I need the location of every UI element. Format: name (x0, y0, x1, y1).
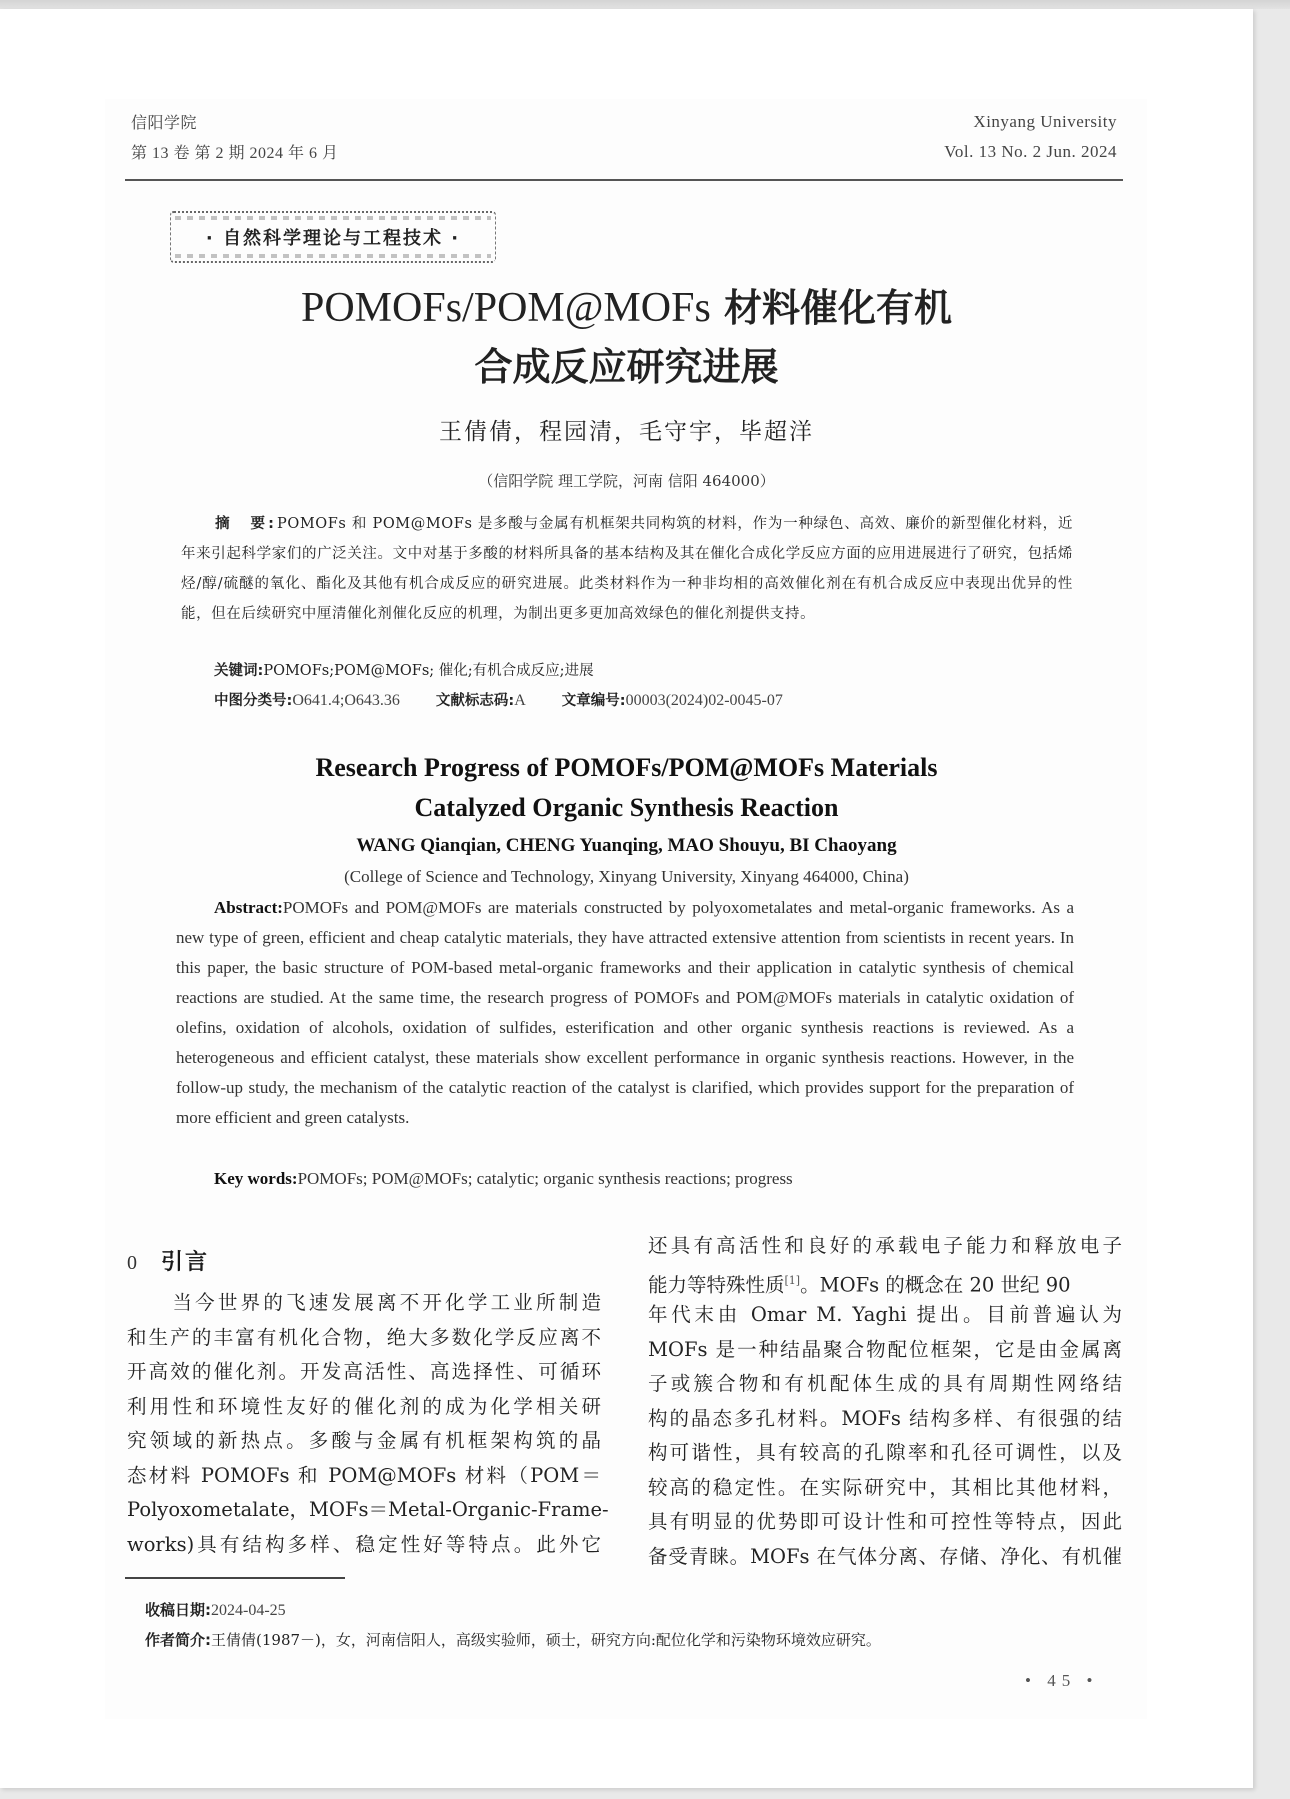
body-line: Polyoxometalate，MOFs＝Metal-Organic-Frame- (127, 1498, 609, 1521)
body-line-head: 能力等特殊性质 (648, 1273, 785, 1296)
section-number: 0 (127, 1252, 137, 1274)
abstract-en-text: POMOFs and POM@MOFs are materials constructed by polyoxometalates and metal-organic frameworks. As a new type of green, efficient and cheap catalytic materials, they have attracted extensive attention from scientists in recent years. In this paper, the basic structure of POM-based metal-organic frameworks and their application in catalytic synthesis of chemical reactions are studied. At the same time, the research progress of POMOFs and POM@MOFs materials in catalytic oxidation of olefins, oxidation of alcohols, oxidation of sulfides, esterification and other organic synthesis reactions is reviewed. As a heterogeneous and efficient catalyst, these materials show excellent performance in organic synthesis reactions. However, in the follow-up study, the mechanism of the catalytic reaction of the catalyst is clarified, which provides support for the preparation of more efficient and green catalysts. (176, 898, 1074, 1127)
title-cn-line1 (0, 277, 1253, 332)
affiliation-en: (College of Science and Technology, Xinyang University, Xinyang 464000, China) (344, 867, 909, 886)
title-en-line1: Research Progress of POMOFs/POM@MOFs Materials (315, 753, 938, 782)
body-line: 还具有高活性和良好的承载电子能力和释放电子 (648, 1234, 1122, 1257)
body-line-tail: 。MOFs 的概念在 20 世纪 90 (800, 1273, 1071, 1296)
body-line: 具有明显的优势即可设计性和可控性等特点，因此 (648, 1510, 1122, 1533)
body-line: works)具有结构多样、稳定性好等特点。此外它 (127, 1532, 601, 1556)
body-line: 备受青睐。MOFs 在气体分离、存储、净化、有机催 (648, 1544, 1122, 1568)
author-bio-label: 作者简介: (145, 1631, 211, 1649)
section-title: 引言 (161, 1250, 210, 1275)
footnote-author (145, 1629, 881, 1650)
abstract-en (176, 893, 1074, 1133)
keywords-cn (214, 659, 594, 680)
body-line: 年代末由 Omar M. Yaghi 提出。目前普遍认为 (648, 1303, 1122, 1326)
page-number: • 45 • (1025, 1671, 1099, 1690)
title-cn-latin: POMOFs/POM@MOFs (300, 285, 711, 331)
viewer-top-bar (0, 0, 1290, 9)
body-line: 构的晶态多孔材料。MOFs 结构多样、有很强的结 (648, 1406, 1122, 1430)
body-line: 较高的稳定性。在实际研究中，其相比其他材料， (648, 1475, 1122, 1499)
abstract-en-label: Abstract: (214, 898, 283, 917)
clc-value: O641.4;O643.36 (292, 692, 400, 709)
received-label: 收稿日期: (145, 1601, 211, 1619)
body-line (648, 1264, 1122, 1299)
article-no-value: 00003(2024)02-0045-07 (625, 692, 783, 709)
body-column-right (648, 1229, 1122, 1574)
body-line: 态材料 POMOFs 和 POM@MOFs 材料（POM＝ (127, 1463, 601, 1487)
body-column-left (127, 1286, 609, 1562)
classification-line (214, 689, 783, 710)
section-heading (127, 1245, 209, 1276)
issue-info-cn: 第 13 卷 第 2 期 2024 年 6 月 (131, 145, 339, 162)
issue-info-en: Vol. 13 No. 2 Jun. 2024 (944, 142, 1117, 161)
author-bio-value: 王倩倩(1987－)，女，河南信阳人，高级实验师，硕士，研究方向:配位化学和污染物环境效应研究。 (211, 1631, 881, 1649)
article-no-label: 文章编号: (561, 693, 626, 709)
keywords-en-text: POMOFs; POM@MOFs; catalytic; organic synthesis reactions; progress (297, 1169, 793, 1188)
clc-label: 中图分类号: (214, 693, 293, 709)
body-line: MOFs 是一种结晶聚合物配位框架，它是由金属离 (648, 1337, 1122, 1361)
body-line: 究领域的新热点。多酸与金属有机框架构筑的晶 (127, 1429, 601, 1452)
authors-en: WANG Qianqian, CHENG Yuanqing, MAO Shouyu, BI Chaoyang (356, 835, 897, 856)
journal-name-en: Xinyang University (973, 112, 1117, 131)
abstract-cn-label: 摘 要: (215, 516, 277, 532)
footnote-rule (125, 1577, 345, 1579)
body-line: 构可谐性，具有较高的孔隙率和孔径可调性，以及 (648, 1441, 1122, 1464)
title-cn-chinese: 材料催化有机 (710, 286, 953, 330)
keywords-en (214, 1169, 793, 1189)
keywords-cn-label: 关键词: (214, 663, 264, 679)
title-cn-line2: 合成反应研究进展 (474, 345, 779, 389)
abstract-cn-text: POMOFs 和 POM@MOFs 是多酸与金属有机框架共同构筑的材料，作为一种绿色、高效、廉价的新型催化材料，近年来引起科学家们的广泛关注。文中对基于多酸的材料所具备的基本结构及其在催化合成化学反应方面的应用进展进行了研究，包括烯烃/醇/硫醚的氧化、酯化及其他有机合成反应的研究进展。此类材料作为一种非均相的高效催化剂在有机合成反应中表现出优异的性能，但在后续研究中厘清催化剂催化反应的机理，为制出更多更加高效绿色的催化剂提供支持。 (181, 516, 1073, 622)
affiliation-cn: （信阳学院 理工学院，河南 信阳 464000） (478, 472, 775, 490)
doc-code-label: 文献标志码: (435, 693, 515, 709)
authors-cn: 王倩倩，程园清，毛守宇，毕超洋 (439, 419, 814, 445)
received-value: 2024-04-25 (211, 1602, 286, 1619)
keywords-en-label: Key words: (214, 1169, 298, 1188)
body-line: 子或簇合物和有机配体生成的具有周期性网络结 (648, 1372, 1122, 1395)
title-en-line2: Catalyzed Organic Synthesis Reaction (414, 793, 839, 822)
document-page (0, 9, 1253, 1788)
body-line: 开高效的催化剂。开发高活性、高选择性、可循环 (127, 1360, 601, 1383)
journal-name-cn: 信阳学院 (131, 115, 198, 132)
body-line: 利用性和环境性友好的催化剂的成为化学相关研 (127, 1394, 601, 1418)
keywords-cn-text: POMOFs;POM@MOFs; 催化;有机合成反应;进展 (263, 663, 594, 679)
body-line: 当今世界的飞速发展离不开化学工业所制造 (127, 1291, 601, 1314)
citation-ref[interactable]: [1] (784, 1273, 801, 1287)
footnote-received (145, 1599, 286, 1620)
column-badge: · 自然科学理论与工程技术 · (170, 211, 496, 263)
header-rule (125, 179, 1123, 181)
doc-code-value: A (514, 692, 526, 709)
body-line: 和生产的丰富有机化合物，绝大多数化学反应离不 (127, 1325, 601, 1349)
abstract-cn (181, 509, 1073, 629)
